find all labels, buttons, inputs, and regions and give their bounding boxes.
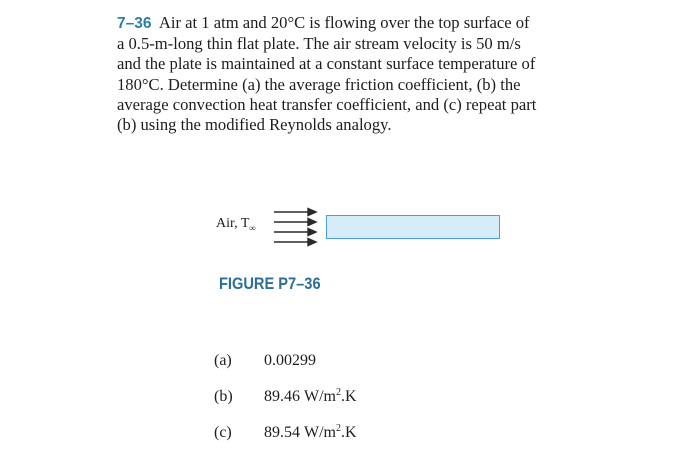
problem-statement bbox=[117, 13, 587, 135]
answer-unit-exponent: 2 bbox=[336, 387, 341, 398]
problem-line-5: average convection heat transfer coefficient, and (c) repeat part bbox=[117, 94, 537, 114]
answer-value: 0.00299 bbox=[264, 352, 316, 369]
problem-text-1: Air at 1 atm and 20°C is flowing over the top surface of bbox=[158, 13, 530, 32]
air-label-subscript: ∞ bbox=[249, 222, 256, 233]
answer-c bbox=[214, 424, 357, 460]
answer-value bbox=[264, 388, 357, 406]
answer-unit-exponent: 2 bbox=[336, 423, 341, 434]
answer-b bbox=[214, 388, 357, 424]
airflow-arrows-icon bbox=[272, 206, 318, 250]
problem-line-3: and the plate is maintained at a constant surface temperature of bbox=[117, 54, 536, 74]
flat-plate bbox=[326, 215, 500, 239]
answer-label: (a) bbox=[214, 352, 232, 369]
answers-list bbox=[214, 352, 357, 460]
flat-plate-figure bbox=[214, 200, 514, 260]
problem-line-2: a 0.5-m-long thin flat plate. The air stream velocity is 50 m/s bbox=[117, 34, 521, 54]
answer-label: (c) bbox=[214, 424, 232, 441]
figure-caption: FIGURE P7–36 bbox=[219, 274, 321, 293]
air-label-text: Air, T bbox=[216, 216, 250, 231]
answer-number: 89.46 bbox=[264, 388, 300, 405]
answer-a bbox=[214, 352, 357, 388]
answer-unit: W/m bbox=[304, 424, 336, 441]
problem-number: 7–36 bbox=[117, 15, 152, 32]
problem-line-4: 180°C. Determine (a) the average friction coefficient, (b) the bbox=[117, 74, 521, 94]
answer-unit-tail: .K bbox=[341, 388, 357, 405]
problem-line-1 bbox=[117, 13, 587, 34]
answer-value bbox=[264, 424, 357, 442]
answer-unit: W/m bbox=[304, 388, 336, 405]
air-label bbox=[216, 216, 256, 233]
answer-number: 89.54 bbox=[264, 424, 300, 441]
answer-label: (b) bbox=[214, 388, 233, 405]
problem-line-6: (b) using the modified Reynolds analogy. bbox=[117, 115, 392, 135]
answer-unit-tail: .K bbox=[341, 424, 357, 441]
